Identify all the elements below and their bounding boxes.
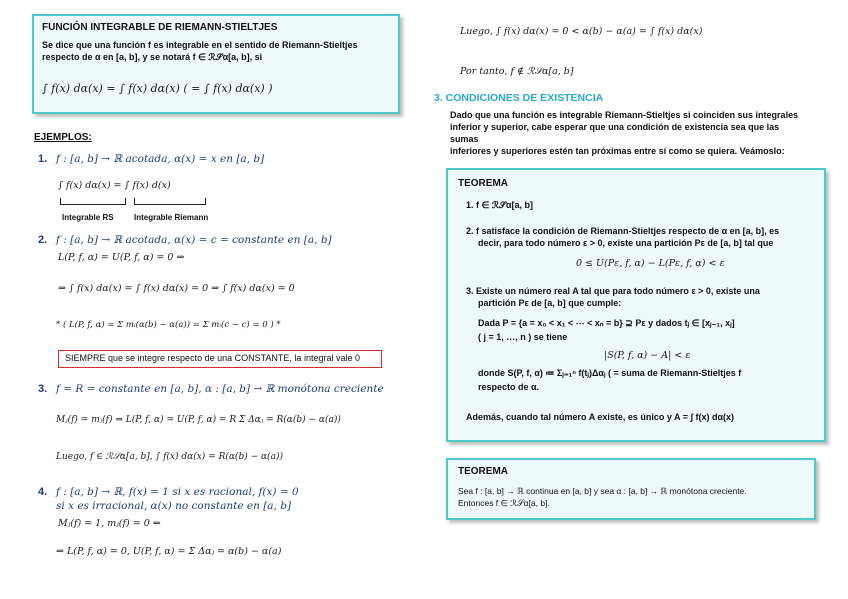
example-1-formula: ∫ f(x) dα(x) = ∫ f(x) d(x) — [58, 180, 171, 191]
por-tanto: Por tanto, f ∉ ℛ𝒮α[a, b] — [460, 66, 574, 77]
constant-integral-note: SIEMPRE que se integre respecto de una CONSTANTE, la integral vale 0 — [58, 350, 382, 368]
definition-title: FUNCIÓN INTEGRABLE DE RIEMANN-STIELTJES — [42, 22, 278, 33]
example-4-line-2: ⇒ L(P, f, α) = 0, U(P, f, α) = Σ Δαⱼ = α(b) − α(a) — [56, 546, 282, 557]
definition-line-1: Se dice que una función f es integrable en el sentido de Riemann-Stieltjes — [42, 40, 358, 50]
example-2-line-3: * ( L(P, f, α) = Σ mᵢ(α(b) − α(a)) = Σ mᵢ(c − c) = 0 ) * — [56, 320, 281, 330]
example-4-line-1: Mⱼ(f) = 1, mⱼ(f) = 0 ⇒ — [58, 518, 161, 529]
theorem-1-final: Además, cuando tal número A existe, es único y A = ∫ f(x) dα(x) — [466, 412, 734, 422]
label-integrable-riemann: Integrable Riemann — [134, 213, 209, 222]
intro-line-3: sumas — [450, 134, 479, 144]
theorem-1-item-3d: ( j = 1, …, n ) se tiene — [478, 332, 568, 342]
intro-line-2: inferior y superior, cabe esperar que una condición de existencia sea que las — [450, 122, 780, 132]
theorem-1-item-3g: donde S(P, f, α) ≔ Σⱼ₌₁ⁿ f(tⱼ)Δαⱼ ( = suma de Riemann-Stieltjes f — [478, 368, 742, 378]
theorem-1-item-3b: partición Pε de [a, b] que cumple: — [478, 298, 622, 308]
theorem-1-item-3a: 3. Existe un número real A tal que para todo número ε > 0, existe una — [466, 286, 760, 296]
examples-heading: EJEMPLOS: — [34, 132, 92, 143]
label-integrable-rs: Integrable RS — [62, 213, 114, 222]
example-2-number: 2. — [38, 234, 48, 246]
theorem-1-item-3h: respecto de α. — [478, 382, 540, 392]
intro-line-4: inferiores y superiores estén tan próximas entre sí como se quiera. Veámoslo: — [450, 146, 785, 156]
theorem-1-title: TEOREMA — [458, 178, 508, 189]
example-4-title-b: si x es irracional, α(x) no constante en [a, b] — [56, 500, 292, 512]
intro-line-1: Dado que una función es integrable Riemann-Stieltjes si coinciden sus integrales — [450, 110, 799, 120]
example-1-number: 1. — [38, 153, 48, 165]
definition-line-2: respecto de α en [a, b], y se notará f ∈ ℛ𝒮α[a, b], si — [42, 52, 263, 62]
example-1-title: f : [a, b] → ℝ acotada, α(x) = x en [a, b] — [56, 153, 265, 165]
example-2-line-1: L(P, f, α) = U(P, f, α) = 0 ⇒ — [58, 252, 185, 263]
theorem-1-item-3-formula: |S(P, f, α) − A| < ε — [604, 350, 691, 361]
theorem-1-item-1: 1. f ∈ ℛ𝒮α[a, b] — [466, 200, 534, 210]
brace-riemann — [134, 198, 206, 205]
example-4-title-a: f : [a, b] → ℝ, f(x) = 1 si x es racional, f(x) = 0 — [56, 486, 299, 498]
theorem-1-item-3c: Dada P = {a = x₀ < x₁ < ⋯ < xₙ = b} ⊇ Pε y dados tⱼ ∈ [xⱼ₋₁, xⱼ] — [478, 318, 735, 328]
theorem-2-box — [446, 458, 816, 520]
brace-rs — [60, 198, 126, 205]
theorem-1-box — [446, 168, 826, 442]
theorem-2-line-2: Entonces f ∈ ℛ𝒮α[a, b]. — [458, 498, 550, 508]
example-3-number: 3. — [38, 383, 48, 395]
theorem-1-item-2b: decir, para todo número ε > 0, existe una partición Pε de [a, b] tal que — [478, 238, 774, 248]
theorem-2-title: TEOREMA — [458, 466, 508, 477]
luego-formula: Luego, ∫ f(x) dα(x) = 0 < α(b) − α(a) = ∫ f(x) dα(x) — [460, 26, 703, 37]
definition-formula: ∫ f(x) dα(x) = ∫ f(x) dα(x) ( = ∫ f(x) dα(x) ) — [42, 82, 273, 95]
example-3-title: f = R = constante en [a, b], α : [a, b] → ℝ monótona creciente — [56, 383, 384, 395]
example-3-line-1: Mⱼ(f) = mⱼ(f) ⇒ L(P, f, α) = U(P, f, α) = R Σ Δαⱼ = R(α(b) − α(a)) — [56, 415, 341, 425]
theorem-1-item-2a: 2. f satisface la condición de Riemann-Stieltjes respecto de α en [a, b], es — [466, 226, 780, 236]
example-2-title: f : [a, b] → ℝ acotada, α(x) = c = constante en [a, b] — [56, 234, 332, 246]
section-title: 3. CONDICIONES DE EXISTENCIA — [434, 92, 604, 104]
definition-box — [32, 14, 400, 114]
example-2-line-2: ⇒ ∫ f(x) dα(x) = ∫ f(x) dα(x) = 0 ⇒ ∫ f(x) dα(x) = 0 — [58, 283, 295, 294]
example-3-line-2: Luego, f ∈ ℛ𝒮α[a, b], ∫ f(x) dα(x) = R(α(b) − α(a)) — [56, 452, 283, 462]
theorem-2-line-1: Sea f : [a, b] → ℝ continua en [a, b] y sea α : [a, b] → ℝ monótona creciente. — [458, 486, 747, 496]
theorem-1-item-2-formula: 0 ≤ U(Pε, f, α) − L(Pε, f, α) < ε — [576, 258, 725, 269]
example-4-number: 4. — [38, 486, 48, 498]
